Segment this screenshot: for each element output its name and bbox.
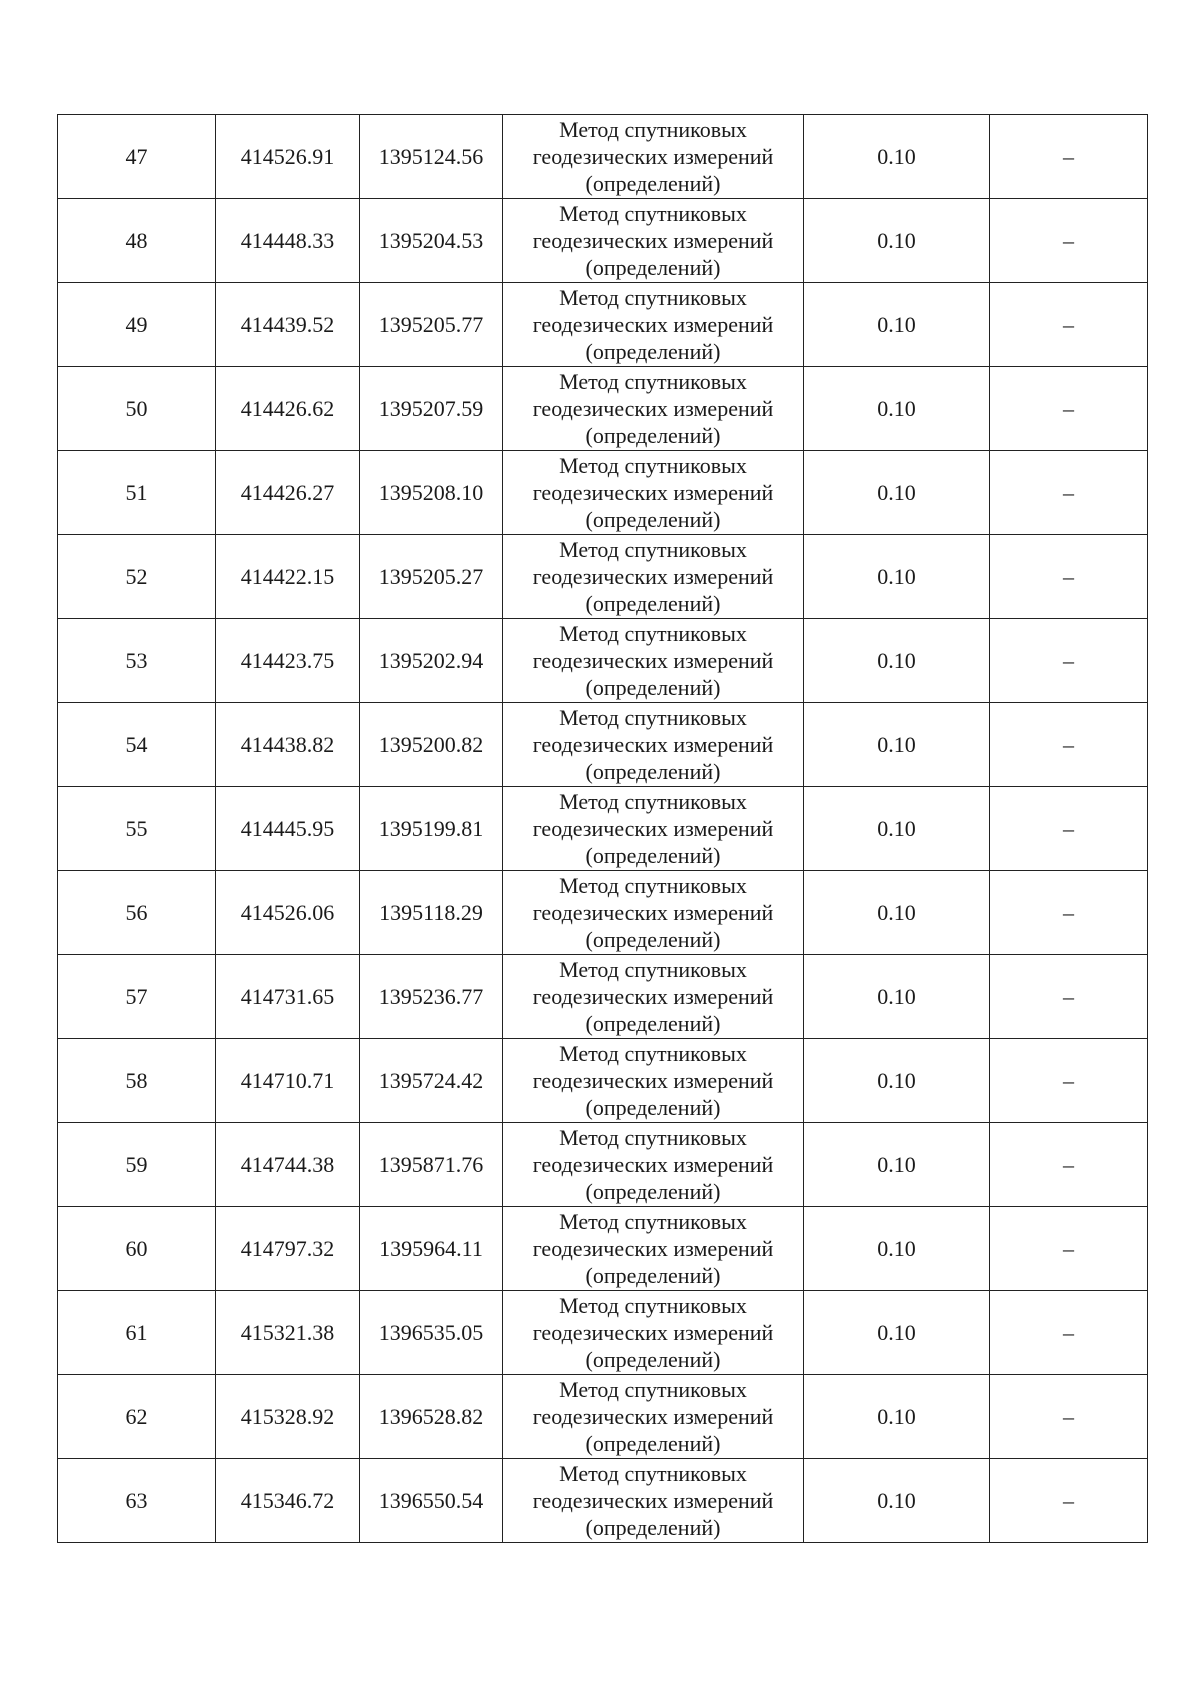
method-text: Метод спутниковых геодезических измерений (определений) (532, 201, 774, 280)
y-coordinate-cell: 1395205.27 (360, 535, 503, 619)
method-cell (503, 451, 804, 535)
table-row (58, 535, 1148, 619)
method-text: Метод спутниковых геодезических измерений (определений) (532, 1041, 774, 1120)
x-coordinate-cell: 415346.72 (216, 1459, 360, 1543)
y-coordinate-cell: 1396535.05 (360, 1291, 503, 1375)
y-coordinate-cell: 1395208.10 (360, 451, 503, 535)
method-cell (503, 1291, 804, 1375)
method-text: Метод спутниковых геодезических измерений (определений) (532, 537, 774, 616)
point-number-cell: 62 (58, 1375, 216, 1459)
y-coordinate-cell: 1395205.77 (360, 283, 503, 367)
point-number-cell: 50 (58, 367, 216, 451)
accuracy-cell: 0.10 (804, 703, 990, 787)
note-cell: – (990, 367, 1148, 451)
table-row (58, 787, 1148, 871)
point-number-cell: 61 (58, 1291, 216, 1375)
y-coordinate-cell: 1396528.82 (360, 1375, 503, 1459)
y-coordinate-cell: 1396550.54 (360, 1459, 503, 1543)
method-cell (503, 1123, 804, 1207)
method-cell (503, 619, 804, 703)
accuracy-cell: 0.10 (804, 1207, 990, 1291)
method-cell (503, 1459, 804, 1543)
note-cell: – (990, 1123, 1148, 1207)
note-cell: – (990, 1459, 1148, 1543)
y-coordinate-cell: 1395724.42 (360, 1039, 503, 1123)
y-coordinate-cell: 1395871.76 (360, 1123, 503, 1207)
point-number-cell: 59 (58, 1123, 216, 1207)
y-coordinate-cell: 1395207.59 (360, 367, 503, 451)
accuracy-cell: 0.10 (804, 283, 990, 367)
y-coordinate-cell: 1395964.11 (360, 1207, 503, 1291)
x-coordinate-cell: 414448.33 (216, 199, 360, 283)
method-cell (503, 703, 804, 787)
x-coordinate-cell: 415328.92 (216, 1375, 360, 1459)
point-number-cell: 57 (58, 955, 216, 1039)
table-row (58, 1123, 1148, 1207)
note-cell: – (990, 619, 1148, 703)
y-coordinate-cell: 1395118.29 (360, 871, 503, 955)
accuracy-cell: 0.10 (804, 619, 990, 703)
table-row (58, 1039, 1148, 1123)
method-text: Метод спутниковых геодезических измерений (определений) (532, 117, 774, 196)
point-number-cell: 48 (58, 199, 216, 283)
accuracy-cell: 0.10 (804, 1459, 990, 1543)
method-cell (503, 871, 804, 955)
method-cell (503, 787, 804, 871)
method-text: Метод спутниковых геодезических измерений (определений) (532, 873, 774, 952)
note-cell: – (990, 787, 1148, 871)
note-cell: – (990, 535, 1148, 619)
x-coordinate-cell: 414423.75 (216, 619, 360, 703)
note-cell: – (990, 115, 1148, 199)
method-cell (503, 955, 804, 1039)
note-cell: – (990, 1039, 1148, 1123)
x-coordinate-cell: 414797.32 (216, 1207, 360, 1291)
method-cell (503, 1375, 804, 1459)
x-coordinate-cell: 414744.38 (216, 1123, 360, 1207)
accuracy-cell: 0.10 (804, 787, 990, 871)
table-row (58, 955, 1148, 1039)
table-row (58, 703, 1148, 787)
method-cell (503, 283, 804, 367)
accuracy-cell: 0.10 (804, 451, 990, 535)
coordinates-table (57, 114, 1148, 1543)
accuracy-cell: 0.10 (804, 1375, 990, 1459)
accuracy-cell: 0.10 (804, 1039, 990, 1123)
x-coordinate-cell: 414445.95 (216, 787, 360, 871)
note-cell: – (990, 1375, 1148, 1459)
note-cell: – (990, 955, 1148, 1039)
method-cell (503, 115, 804, 199)
table-row (58, 1291, 1148, 1375)
table-row (58, 871, 1148, 955)
point-number-cell: 54 (58, 703, 216, 787)
x-coordinate-cell: 415321.38 (216, 1291, 360, 1375)
note-cell: – (990, 1207, 1148, 1291)
note-cell: – (990, 451, 1148, 535)
x-coordinate-cell: 414439.52 (216, 283, 360, 367)
x-coordinate-cell: 414426.27 (216, 451, 360, 535)
accuracy-cell: 0.10 (804, 955, 990, 1039)
y-coordinate-cell: 1395204.53 (360, 199, 503, 283)
x-coordinate-cell: 414731.65 (216, 955, 360, 1039)
method-text: Метод спутниковых геодезических измерений (определений) (532, 369, 774, 448)
y-coordinate-cell: 1395202.94 (360, 619, 503, 703)
accuracy-cell: 0.10 (804, 115, 990, 199)
note-cell: – (990, 1291, 1148, 1375)
method-text: Метод спутниковых геодезических измерений (определений) (532, 789, 774, 868)
y-coordinate-cell: 1395199.81 (360, 787, 503, 871)
point-number-cell: 51 (58, 451, 216, 535)
point-number-cell: 63 (58, 1459, 216, 1543)
x-coordinate-cell: 414526.91 (216, 115, 360, 199)
method-cell (503, 1207, 804, 1291)
method-text: Метод спутниковых геодезических измерений (определений) (532, 453, 774, 532)
method-text: Метод спутниковых геодезических измерений (определений) (532, 621, 774, 700)
point-number-cell: 56 (58, 871, 216, 955)
accuracy-cell: 0.10 (804, 1291, 990, 1375)
table-row (58, 1207, 1148, 1291)
accuracy-cell: 0.10 (804, 1123, 990, 1207)
note-cell: – (990, 199, 1148, 283)
point-number-cell: 60 (58, 1207, 216, 1291)
table-row (58, 283, 1148, 367)
method-text: Метод спутниковых геодезических измерений (определений) (532, 1377, 774, 1456)
table-row (58, 1375, 1148, 1459)
method-text: Метод спутниковых геодезических измерений (определений) (532, 1293, 774, 1372)
point-number-cell: 55 (58, 787, 216, 871)
accuracy-cell: 0.10 (804, 367, 990, 451)
y-coordinate-cell: 1395236.77 (360, 955, 503, 1039)
method-text: Метод спутниковых геодезических измерений (определений) (532, 1461, 774, 1540)
table-row (58, 199, 1148, 283)
method-cell (503, 199, 804, 283)
table-row (58, 1459, 1148, 1543)
table-body (58, 115, 1148, 1543)
method-cell (503, 535, 804, 619)
point-number-cell: 49 (58, 283, 216, 367)
method-text: Метод спутниковых геодезических измерений (определений) (532, 957, 774, 1036)
x-coordinate-cell: 414426.62 (216, 367, 360, 451)
table-row (58, 115, 1148, 199)
method-text: Метод спутниковых геодезических измерений (определений) (532, 1209, 774, 1288)
table-row (58, 451, 1148, 535)
method-text: Метод спутниковых геодезических измерений (определений) (532, 1125, 774, 1204)
accuracy-cell: 0.10 (804, 535, 990, 619)
y-coordinate-cell: 1395200.82 (360, 703, 503, 787)
method-text: Метод спутниковых геодезических измерений (определений) (532, 705, 774, 784)
point-number-cell: 53 (58, 619, 216, 703)
x-coordinate-cell: 414438.82 (216, 703, 360, 787)
point-number-cell: 47 (58, 115, 216, 199)
table-row (58, 619, 1148, 703)
note-cell: – (990, 283, 1148, 367)
note-cell: – (990, 871, 1148, 955)
method-cell (503, 1039, 804, 1123)
table-row (58, 367, 1148, 451)
accuracy-cell: 0.10 (804, 199, 990, 283)
x-coordinate-cell: 414526.06 (216, 871, 360, 955)
x-coordinate-cell: 414422.15 (216, 535, 360, 619)
x-coordinate-cell: 414710.71 (216, 1039, 360, 1123)
point-number-cell: 58 (58, 1039, 216, 1123)
method-cell (503, 367, 804, 451)
y-coordinate-cell: 1395124.56 (360, 115, 503, 199)
method-text: Метод спутниковых геодезических измерений (определений) (532, 285, 774, 364)
accuracy-cell: 0.10 (804, 871, 990, 955)
point-number-cell: 52 (58, 535, 216, 619)
note-cell: – (990, 703, 1148, 787)
